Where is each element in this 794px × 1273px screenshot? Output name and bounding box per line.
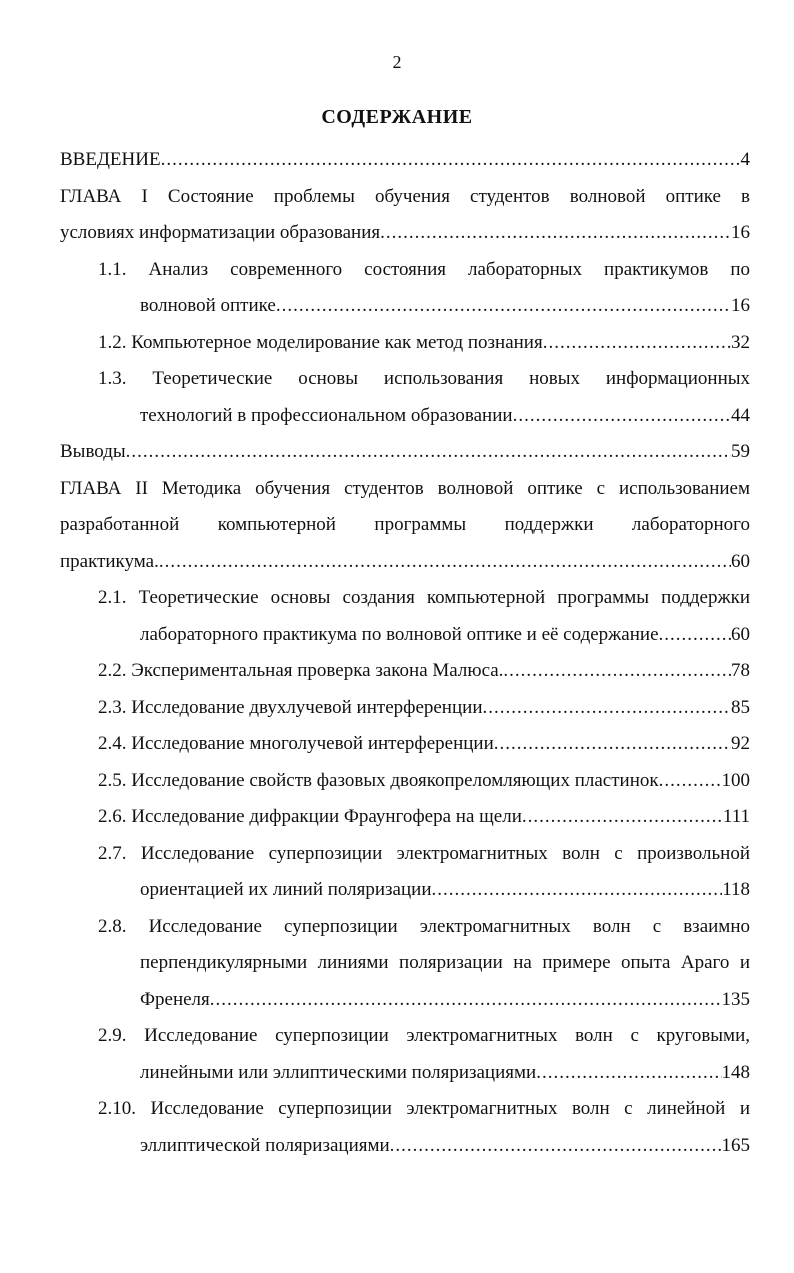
toc-entry-text: 2.5. Исследование свойств фазовых двоякопреломляющих пластинок [98,769,659,791]
toc-entry-chapter-1 [60,179,750,252]
toc-entry-text: лабораторного практикума по волновой оптике и её содержание [140,623,659,645]
toc-entry-chapter-2 [60,471,750,581]
toc-entry-text: 1.2. Компьютерное моделирование как метод познания [98,331,543,353]
toc-entry-text: 2.10. Исследование суперпозиции электромагнитных волн с линейной и [98,1098,750,1119]
toc-entry-page: 4 [740,149,750,170]
toc-entry-text: 2.7. Исследование суперпозиции электромагнитных волн с произвольной [98,842,750,864]
toc-entry-1-2 [60,325,750,362]
leader-dots [276,288,731,325]
toc-entry-page: 148 [721,1061,750,1083]
toc-entry-text: 1.1. Анализ современного состояния лабораторных практикумов по [98,258,750,280]
page-number: 2 [392,52,402,72]
toc-entry-text: 2.2. Экспериментальная проверка закона Малюса. [98,660,504,681]
leader-dots [161,142,741,179]
toc-entry-text: эллиптической поляризациями [140,1134,390,1156]
toc-entry-page: 92 [731,733,750,754]
toc-entry-page: 111 [722,806,750,827]
toc-entry-text: условиях информатизации образования [60,222,381,243]
leader-dots [543,325,731,362]
toc-entry-page: 16 [731,295,750,316]
leader-dots [432,872,723,909]
toc-entry-2-6 [60,799,750,836]
toc-entry-text: 2.1. Теоретические основы создания компьютерной программы поддержки [98,587,750,608]
toc-entry-2-9 [60,1018,750,1091]
toc-entry-text: Выводы [60,441,126,462]
toc-entry-text: 2.6. Исследование дифракции Фраунгофера на щели [98,806,522,827]
toc-entry-2-1 [60,580,750,653]
leader-dots [380,215,731,252]
toc-entry-text: 2.3. Исследование двухлучевой интерференции [98,696,483,718]
toc-entry-page: 165 [721,1134,750,1156]
toc-entry-text: разработанной компьютерной программы поддержки лабораторного [60,514,750,535]
toc-entry-page: 16 [731,222,750,243]
toc-entry-2-7 [60,836,750,909]
table-of-contents [60,142,750,1164]
toc-entry-page: 100 [721,769,750,791]
leader-dots [513,398,731,435]
toc-entry-text: ГЛАВА II Методика обучения студентов волновой оптике с использованием [60,477,750,499]
leader-dots [482,690,731,727]
toc-entry-introduction [60,142,750,179]
toc-entry-text: волновой оптике [140,295,276,316]
toc-entry-2-5 [60,763,750,800]
toc-entry-conclusions [60,434,750,471]
toc-entry-page: 44 [731,404,750,426]
toc-entry-text: технологий в профессиональном образовании [140,404,513,426]
toc-entry-text: практикума. [60,550,159,572]
toc-entry-text: ориентацией их линий поляризации [140,879,432,900]
toc-entry-page: 60 [731,550,750,572]
leader-dots [503,653,731,690]
toc-entry-2-2 [60,653,750,690]
leader-dots [159,544,731,581]
toc-entry-text: ВВЕДЕНИЕ [60,149,161,170]
toc-entry-page: 118 [722,879,750,900]
leader-dots [390,1128,722,1165]
toc-entry-text: 2.9. Исследование суперпозиции электромагнитных волн с круговыми, [98,1025,750,1046]
leader-dots [210,982,722,1019]
toc-entry-1-3 [60,361,750,434]
toc-entry-page: 78 [731,660,750,681]
toc-entry-page: 85 [731,696,750,718]
toc-entry-page: 32 [731,331,750,353]
toc-entry-page: 59 [731,441,750,462]
toc-entry-text: Френеля [140,988,210,1010]
toc-entry-2-10 [60,1091,750,1164]
leader-dots [536,1055,721,1092]
toc-entry-text: 1.3. Теоретические основы использования новых информационных [98,368,750,389]
toc-entry-text: линейными или эллиптическими поляризациями [140,1061,537,1083]
toc-entry-text: 2.4. Исследование многолучевой интерференции [98,733,494,754]
toc-entry-1-1 [60,252,750,325]
toc-entry-2-4 [60,726,750,763]
leader-dots [659,617,731,654]
leader-dots [126,434,731,471]
page-title: СОДЕРЖАНИЕ [321,106,473,128]
toc-entry-text: 2.8. Исследование суперпозиции электромагнитных волн с взаимно [98,915,750,937]
leader-dots [494,726,731,763]
leader-dots [522,799,723,836]
toc-entry-2-8 [60,909,750,1019]
toc-entry-text: перпендикулярными линиями поляризации на примере опыта Араго и [140,952,750,973]
toc-entry-text: ГЛАВА I Состояние проблемы обучения студентов волновой оптике в [60,185,750,207]
leader-dots [659,763,722,800]
toc-entry-page: 60 [731,623,750,645]
toc-entry-page: 135 [721,988,750,1010]
toc-entry-2-3 [60,690,750,727]
